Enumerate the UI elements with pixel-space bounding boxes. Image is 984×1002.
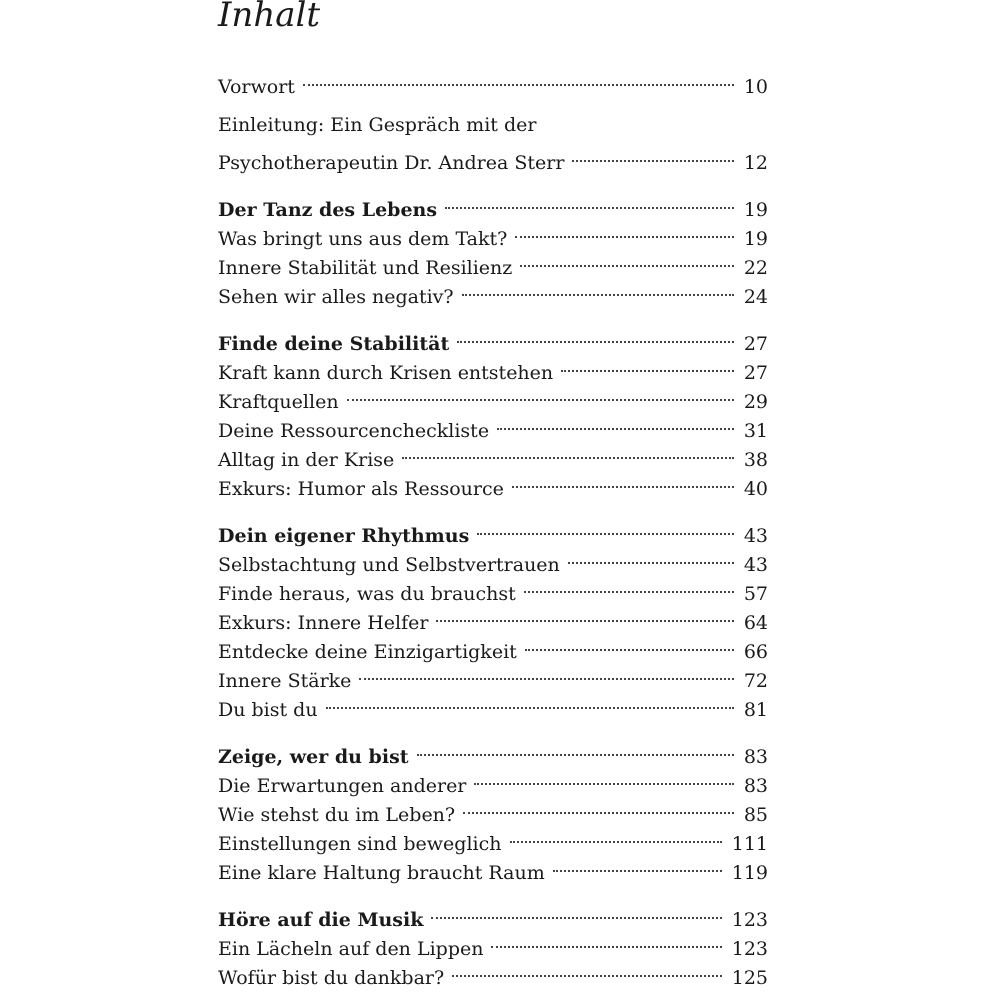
dot-leader [431, 897, 721, 926]
page-title: Inhalt [218, 0, 321, 35]
toc-page-number: 19 [743, 199, 768, 221]
toc-page-number: 57 [743, 583, 768, 605]
toc-page-number: 85 [743, 804, 768, 826]
dot-leader [524, 571, 734, 600]
dot-leader [568, 542, 734, 571]
toc-entry[interactable] [218, 64, 768, 98]
toc-entry-label: Sehen wir alles negativ? [218, 286, 454, 308]
toc-entry-label-line: Einleitung: Ein Gespräch mit der [218, 114, 537, 136]
toc-entry-label: Zeige, wer du bist [218, 746, 409, 768]
toc-page-number: 12 [743, 152, 768, 174]
toc-page-number: 38 [743, 449, 768, 471]
toc-section [218, 111, 768, 174]
toc-chapter-entry[interactable] [218, 513, 768, 547]
toc-page-number: 123 [731, 938, 768, 960]
toc-entry-label: Eine klare Haltung braucht Raum [218, 862, 545, 884]
dot-leader [462, 274, 734, 303]
toc-entry-label: Deine Ressourcencheckliste [218, 420, 490, 442]
toc-entry-label: Wie stehst du im Leben? [218, 804, 456, 826]
toc-entry-label: Kraftquellen [218, 391, 339, 413]
toc-entry-label: Der Tanz des Lebens [218, 199, 438, 221]
toc-page-number: 119 [731, 862, 768, 884]
dot-leader [452, 955, 722, 984]
toc-entry-label: Vorwort [218, 76, 295, 98]
dot-leader [474, 763, 733, 792]
toc-entry-label: Psychotherapeutin Dr. Andrea Sterr [218, 152, 565, 174]
toc-section [218, 187, 768, 308]
toc-page-number: 83 [743, 746, 768, 768]
dot-leader [553, 850, 722, 879]
toc-page-number: 29 [743, 391, 768, 413]
toc-entry-label: Entdecke deine Einzigartigkeit [218, 641, 517, 663]
dot-leader [497, 408, 734, 437]
dot-leader [515, 216, 733, 245]
toc-entry-label: Du bist du [218, 699, 318, 721]
toc-entry[interactable] [218, 140, 768, 174]
dot-leader [525, 629, 734, 658]
toc-entry-label: Ein Lächeln auf den Lippen [218, 938, 484, 960]
toc-page-number: 83 [743, 775, 768, 797]
dot-leader [445, 187, 734, 216]
toc-page-number: 31 [743, 420, 768, 442]
toc-page-number: 43 [743, 525, 768, 547]
toc-entry-label: Einstellungen sind beweglich [218, 833, 502, 855]
dot-leader [359, 658, 733, 687]
toc-chapter-entry[interactable] [218, 734, 768, 768]
dot-leader [477, 513, 734, 542]
dot-leader [572, 140, 733, 169]
toc-chapter-entry[interactable] [218, 187, 768, 221]
dot-leader [303, 64, 734, 93]
toc-entry-label: Kraft kann durch Krisen entstehen [218, 362, 554, 384]
dot-leader [561, 350, 734, 379]
toc-entry-label: Höre auf die Musik [218, 909, 424, 931]
toc-chapter-entry[interactable] [218, 321, 768, 355]
toc-page-number: 24 [743, 286, 768, 308]
toc-entry-label: Dein eigener Rhythmus [218, 525, 470, 547]
dot-leader [510, 821, 722, 850]
dot-leader [402, 437, 734, 466]
toc-entry-label: Finde deine Stabilität [218, 333, 450, 355]
toc-page-number: 10 [743, 76, 768, 98]
toc-page-number: 111 [731, 833, 768, 855]
toc-entry-label: Exkurs: Humor als Ressource [218, 478, 504, 500]
toc-entry-label: Selbstachtung und Selbstvertrauen [218, 554, 560, 576]
toc-entry-label: Wofür bist du dankbar? [218, 967, 445, 989]
toc-section [218, 513, 768, 721]
toc-section [218, 734, 768, 884]
dot-leader [347, 379, 734, 408]
toc-entry-label: Finde heraus, was du brauchst [218, 583, 516, 605]
table-of-contents [218, 64, 768, 989]
toc-section [218, 64, 768, 98]
dot-leader [417, 734, 734, 763]
toc-page-number: 64 [743, 612, 768, 634]
toc-page-number: 125 [731, 967, 768, 989]
toc-page-number: 40 [743, 478, 768, 500]
toc-page-number: 43 [743, 554, 768, 576]
dot-leader [457, 321, 734, 350]
toc-entry-label: Innere Stabilität und Resilienz [218, 257, 513, 279]
dot-leader [463, 792, 734, 821]
dot-leader [436, 600, 733, 629]
toc-entry-label: Innere Stärke [218, 670, 352, 692]
toc-entry-label: Exkurs: Innere Helfer [218, 612, 429, 634]
toc-entry-label: Die Erwartungen anderer [218, 775, 467, 797]
toc-page-number: 19 [743, 228, 768, 250]
toc-entry-label: Alltag in der Krise [218, 449, 395, 471]
toc-section [218, 897, 768, 989]
toc-page-number: 81 [743, 699, 768, 721]
toc-page [218, 0, 768, 1002]
toc-chapter-entry[interactable] [218, 897, 768, 931]
dot-leader [520, 245, 734, 274]
toc-page-number: 27 [743, 333, 768, 355]
toc-page-number: 123 [731, 909, 768, 931]
toc-page-number: 72 [743, 670, 768, 692]
toc-section [218, 321, 768, 500]
dot-leader [512, 466, 734, 495]
toc-entry-label: Was bringt uns aus dem Takt? [218, 228, 508, 250]
dot-leader [326, 687, 734, 716]
toc-page-number: 66 [743, 641, 768, 663]
toc-page-number: 27 [743, 362, 768, 384]
toc-page-number: 22 [743, 257, 768, 279]
dot-leader [491, 926, 721, 955]
